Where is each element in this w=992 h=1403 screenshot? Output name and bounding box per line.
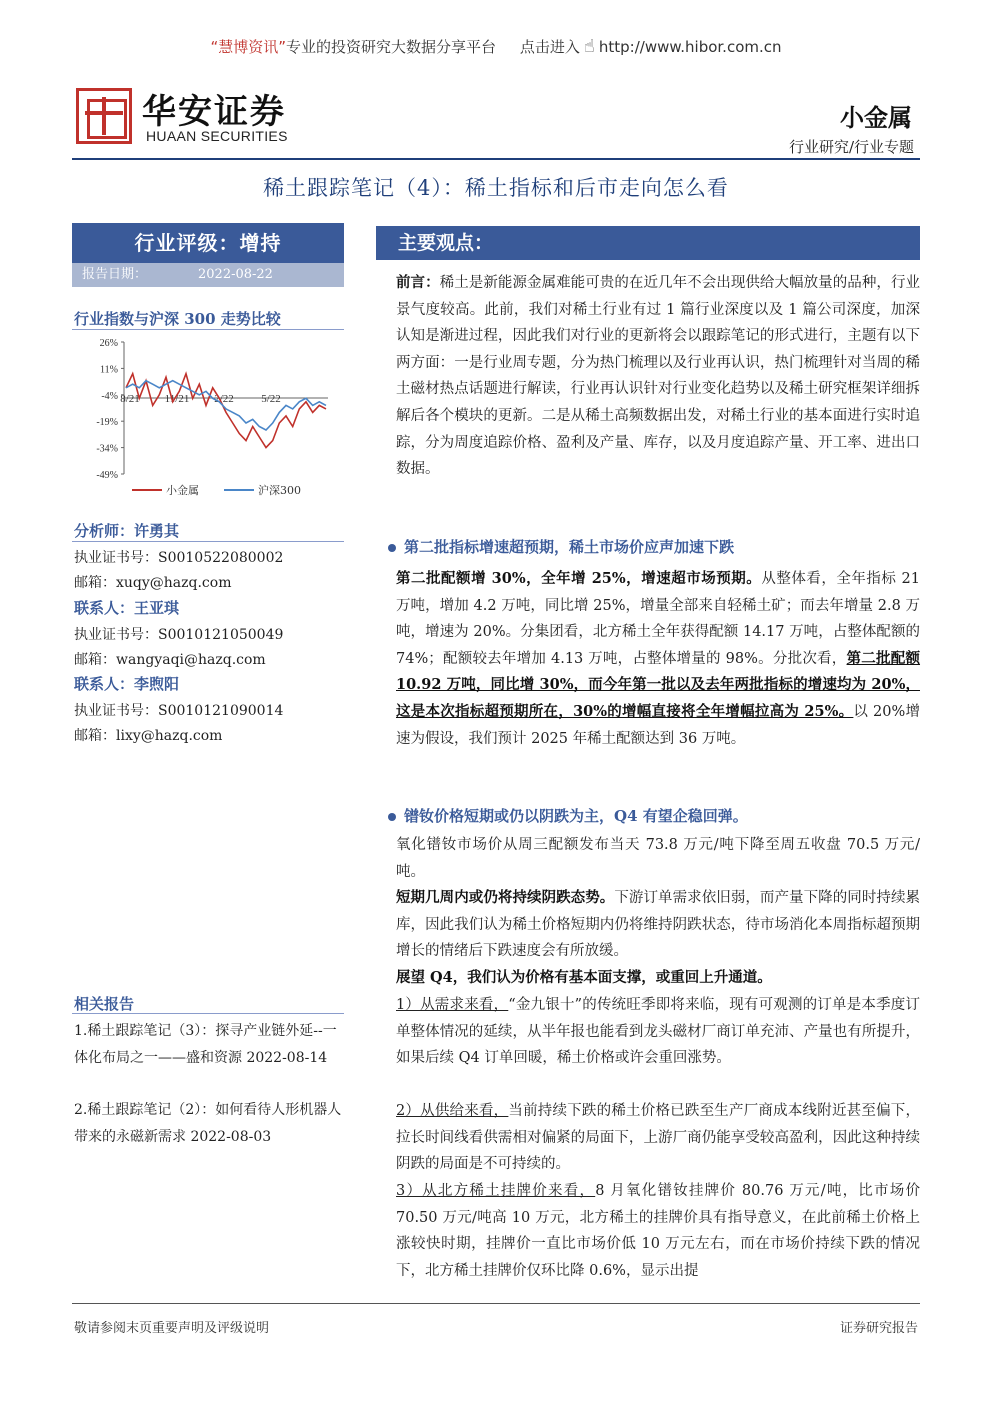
y-tick-label: -49% bbox=[96, 470, 118, 481]
contact2-cert: 执业证书号：S0010121090014 bbox=[74, 703, 284, 719]
x-tick-label: 11/21 bbox=[164, 392, 190, 405]
related-report-2[interactable]: 2.稀土跟踪笔记（2）：如何看待人形机器人带来的永磁新需求 2022-08-03 bbox=[74, 1102, 342, 1145]
report-category: 行业研究/行业专题 bbox=[788, 138, 914, 156]
intro-label: 前言： bbox=[396, 274, 440, 291]
industry-rating: 行业评级：增持 bbox=[72, 223, 344, 263]
analyst-rule bbox=[72, 541, 344, 542]
top-banner[interactable] bbox=[0, 36, 992, 57]
legend-label: 沪深300 bbox=[258, 484, 301, 497]
s2-item1-label: 1）从需求来看， bbox=[396, 997, 509, 1013]
contact2-email[interactable]: 邮箱：lixy@hazq.com bbox=[74, 728, 223, 744]
analyst-email[interactable]: 邮箱：xuqy@hazq.com bbox=[74, 575, 232, 591]
footer-disclaimer[interactable]: 敬请参阅末页重要声明及评级说明 bbox=[74, 1321, 270, 1336]
s2-item1-text: “金九银十”的传统旺季即将来临，现有可观测的订单是本季度订单整体情况的延续，从半年报也能看到龙头磁材厂商订单充沛、产量也有所提升，如果后续 Q4 订单回暖，稀土价格或许会重回涨势。 bbox=[396, 997, 921, 1067]
y-tick-label: -19% bbox=[96, 417, 118, 429]
chart-heading: 行业指数与沪深 300 走势比较 bbox=[74, 310, 281, 328]
s2-item2-text: 当前持续下跌的稀土价格已跌至生产厂商成本线附近甚至偏下，拉长时间线看供需相对偏紧的局面下，上游厂商仍能享受较高盈利，因此这种持续阴跌的局面是不可持续的。 bbox=[396, 1103, 920, 1173]
header-divider bbox=[72, 158, 920, 160]
section1-heading bbox=[388, 536, 734, 557]
footer-report-type: 证券研究报告 bbox=[839, 1321, 918, 1336]
x-tick-label: 5/22 bbox=[261, 392, 281, 405]
banner-tagline: 专业的投资研究大数据分享平台 bbox=[286, 38, 497, 56]
x-tick-label: 2/22 bbox=[214, 392, 234, 405]
section1-paragraph bbox=[396, 566, 920, 752]
logo-cn-text: 华安证券 bbox=[142, 92, 286, 132]
footer-divider bbox=[72, 1303, 920, 1304]
intro-paragraph bbox=[396, 270, 920, 483]
page-title: 稀土跟踪笔记（4）：稀土指标和后市走向怎么看 bbox=[263, 176, 729, 200]
analyst-cert: 执业证书号：S0010522080002 bbox=[74, 550, 284, 566]
y-tick-label: 11% bbox=[100, 364, 118, 376]
contact1-heading: 联系人：王亚琪 bbox=[74, 599, 180, 617]
s2-paragraph-2 bbox=[396, 885, 920, 965]
contact1-cert: 执业证书号：S0010121050049 bbox=[74, 627, 284, 643]
sector-label: 小金属 bbox=[840, 103, 912, 132]
s1-bold2: 第二批配额 10.92 万吨，同比增 30%，而今年第一批以及去年两批指标的增速均为 20%，这是本次指标超预期所在，30%的增幅直接将全年增幅拉高为 25%。 bbox=[396, 649, 921, 720]
y-tick-label: -4% bbox=[101, 390, 118, 402]
s2-outlook bbox=[396, 965, 920, 992]
s2-item2-label: 2）从供给来看， bbox=[396, 1103, 509, 1119]
s2-item-demand bbox=[396, 992, 920, 1072]
contact1-email[interactable]: 邮箱：wangyaqi@hazq.com bbox=[74, 652, 266, 668]
series-line-1 bbox=[126, 374, 326, 448]
s1-text2: 以 20%增速为假设，我们预计 2025 年稀土配额达到 36 万吨。 bbox=[396, 703, 920, 747]
logo-en-text: HUAAN SECURITIES bbox=[146, 128, 288, 144]
related-report-1[interactable]: 1.稀土跟踪笔记（3）：探寻产业链外延--一体化布局之一——盛和资源 2022-08-14 bbox=[74, 1023, 337, 1066]
banner-cta[interactable]: 点击进入 bbox=[519, 38, 580, 56]
banner-url[interactable]: http://www.hibor.com.cn bbox=[598, 38, 782, 56]
s2-paragraph-1: 氧化镨钕市场价从周三配额发布当天 73.8 万元/吨下降至周五收盘 70.5 万元/吨。 bbox=[396, 837, 920, 880]
banner-brand: “慧博资讯” bbox=[210, 38, 287, 56]
section2-heading-text: 镨钕价格短期或仍以阴跌为主，Q4 有望企稳回弹。 bbox=[404, 807, 748, 825]
s1-text1: 从整体看，全年指标 21 万吨，增加 4.2 万吨，同比增 25%，增量全部来自轻稀土矿；而去年增量 2.8 万吨，增速为 20%。分集团看，北方稀土全年获得配额 14.17 万吨，占整体配额的 74%；配额较去年增加 4.13 万吨，占整体增量的 98%。分批次看， bbox=[396, 571, 920, 667]
contact2-heading: 联系人：李煦阳 bbox=[74, 675, 180, 693]
huaan-logo-icon bbox=[76, 88, 132, 144]
legend-label: 小金属 bbox=[166, 484, 199, 497]
index-comparison-chart bbox=[72, 332, 344, 504]
analyst-heading: 分析师：许勇其 bbox=[74, 522, 180, 540]
main-points-heading: 主要观点： bbox=[376, 226, 920, 260]
report-date-value: 2022-08-22 bbox=[198, 267, 273, 282]
report-date-label: 报告日期： bbox=[82, 267, 148, 282]
y-tick-label: -34% bbox=[96, 443, 118, 455]
series-line-2 bbox=[126, 381, 326, 430]
related-rule bbox=[72, 1013, 344, 1014]
x-tick-label: 8/21 bbox=[120, 392, 140, 405]
related-reports-heading: 相关报告 bbox=[74, 995, 135, 1013]
s2-item3-text: 8 月氧化镨钕挂牌价 80.76 万元/吨，比市场价 70.50 万元/吨高 10 万元，北方稀土的挂牌价具有指导意义，在此前稀土价格上涨较快时期，挂牌价一直比市场价低 10 万元左右，而在市场价持续下跌的情况下，北方稀土挂牌价仅环比降 0.6%，显示出提 bbox=[396, 1183, 920, 1279]
s2-item-listing-price bbox=[396, 1178, 920, 1284]
chart-heading-rule bbox=[72, 329, 344, 330]
s2-item3-label: 3）从北方稀土挂牌价来看， bbox=[396, 1183, 596, 1199]
section2-heading bbox=[388, 805, 748, 826]
bullet-icon bbox=[388, 544, 396, 552]
bullet-icon bbox=[388, 813, 396, 821]
s1-bold1: 第二批配额增 30%，全年增 25%，增速超市场预期。 bbox=[396, 570, 762, 587]
intro-text: 稀土是新能源金属难能可贵的在近几年不会出现供给大幅放量的品种，行业景气度较高。此前，我们对稀土行业有过 1 篇行业深度以及 1 篇公司深度，加深认知是渐进过程，因此我们对行业的更新将会以跟踪笔记的形式进行，主题有以下两方面：一是行业周专题，分为热门梳理以及行业再认识，热门梳理针对当周的稀土磁材热点话题进行解读，行业再认识针对行业变化趋势以及稀土研究框架详细拆解后各个模块的更新。二是从稀土高频数据出发，对稀土行业的基本面进行实时追踪，分为周度追踪价格、盈利及产量、库存，以及月度追踪产量、开工率、进出口数据。 bbox=[396, 275, 920, 478]
s2-bold2: 展望 Q4，我们认为价格有基本面支撑，或重回上升通道。 bbox=[396, 969, 772, 986]
report-date-bar bbox=[72, 263, 344, 287]
y-tick-label: 26% bbox=[99, 338, 118, 349]
s2-item-supply bbox=[396, 1098, 920, 1178]
section1-heading-text: 第二批指标增速超预期，稀土市场价应声加速下跌 bbox=[404, 538, 735, 556]
s2-text1: 下游订单需求依旧弱，而产量下降的同时持续累库，因此我们认为稀土价格短期内仍将维持阴跌状态，待市场消化本周指标超预期增长的情绪后下跌速度会有所放缓。 bbox=[396, 890, 921, 960]
s2-bold1: 短期几周内或仍将持续阴跌态势。 bbox=[396, 889, 615, 906]
pointer-hand-icon: ☝ bbox=[583, 36, 595, 57]
